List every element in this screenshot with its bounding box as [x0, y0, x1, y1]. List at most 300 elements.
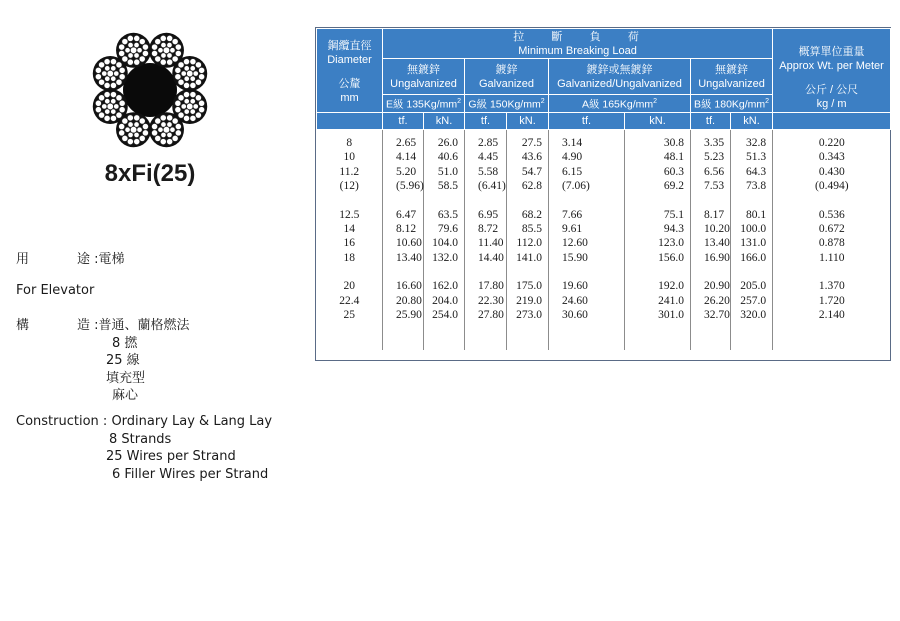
rope-wire-circle — [128, 132, 133, 137]
rope-wire-circle — [193, 71, 198, 76]
table-row — [317, 165, 891, 179]
rope-wire-circle — [151, 123, 157, 129]
table-body — [317, 130, 891, 351]
table-cell: 64.3 — [731, 165, 773, 179]
construction-en-line: Ordinary Lay & Lang Lay — [111, 414, 273, 429]
unit-kn: kN. — [625, 113, 691, 130]
rope-wire-circle — [184, 99, 189, 104]
rope-wire-circle — [142, 50, 148, 56]
table-cell: 20 — [343, 280, 355, 293]
grade-e: E級 $135Kg/mm^2$ — [383, 95, 465, 113]
rope-wire-circle — [172, 38, 178, 44]
unit-tf: tf. — [465, 113, 507, 130]
table-cell: 94.3 — [625, 222, 691, 236]
rope-wire-circle — [98, 62, 104, 68]
rope-wire-circle — [116, 79, 122, 85]
table-cell: 20.90 — [691, 279, 731, 293]
construction-cn: 構 造 :普通、蘭格燃法 8 撚 25 線 填充型 麻心 — [16, 318, 190, 403]
rope-wire-circle — [104, 82, 110, 88]
rope-wire-circle — [172, 135, 178, 141]
table-cell: 16.90 — [691, 251, 731, 265]
table-cell: 205.0 — [731, 279, 773, 293]
rope-wire-circle — [199, 67, 205, 73]
rope-wire-circle — [95, 67, 101, 73]
rope-wire-circle — [111, 109, 116, 114]
rope-wire-circle — [139, 135, 145, 141]
rope-wire-circle — [190, 82, 196, 88]
usage-cn-label: 用 — [16, 252, 30, 267]
rope-wire-circle — [175, 67, 181, 73]
rope-wire-circle — [195, 79, 201, 85]
table-cell: 63.5 — [424, 208, 465, 222]
construction-en-line: 8 Strands — [109, 431, 172, 447]
rope-wire-circle — [142, 130, 148, 136]
rope-wire-circle — [190, 66, 195, 71]
rope-wire-circle — [98, 112, 104, 118]
rope-wire-circle — [104, 91, 110, 97]
rope-wire-circle — [175, 123, 181, 129]
table-cell: 13.40 — [383, 251, 424, 265]
construction-cn-line: 麻心 — [112, 388, 139, 403]
rope-wire-circle — [167, 132, 172, 137]
table-cell: 30.8 — [625, 136, 691, 150]
table-cell: 6.15 — [549, 165, 625, 179]
rope-wire-circle — [190, 59, 196, 65]
unit-tf: tf. — [691, 113, 731, 130]
table-cell: 20.80 — [383, 294, 424, 308]
table-cell: 6.56 — [691, 165, 731, 179]
rope-wire-circle — [199, 74, 205, 80]
rope-wire-circle — [184, 76, 189, 81]
rope-wire-circle — [102, 104, 107, 109]
usage-cn-label-2: 途 : — [77, 252, 99, 267]
table-cell: 14 — [343, 223, 355, 236]
table-row — [317, 308, 891, 322]
rope-wire-circle — [175, 130, 181, 136]
table-cell: 5.58 — [465, 165, 507, 179]
rope-wire-circle — [119, 44, 125, 50]
group-header-a: 鍍鋅或無鍍鋅 Galvanized/Ungalvanized — [549, 59, 691, 95]
table-cell: 8.72 — [465, 222, 507, 236]
table-cell: 6.95 — [465, 208, 507, 222]
rope-wire-circle — [104, 59, 110, 65]
table-cell: 2.65 — [383, 136, 424, 150]
table-cell: 75.1 — [625, 208, 691, 222]
rope-wire-circle — [134, 115, 140, 121]
table-cell: 192.0 — [625, 279, 691, 293]
rope-wire-circle — [127, 139, 133, 145]
table-row — [317, 251, 891, 265]
table-cell: 10.20 — [691, 222, 731, 236]
rope-wire-circle — [119, 100, 125, 106]
table-cell: 30.60 — [549, 308, 625, 322]
rope-wire-circle — [98, 95, 104, 101]
rope-wire-circle — [110, 59, 116, 65]
rope-wire-circle — [116, 112, 122, 118]
table-cell: 16.60 — [383, 279, 424, 293]
table-cell: 8 — [346, 137, 353, 149]
rope-wire-circle — [114, 104, 119, 109]
rope-wire-circle — [195, 95, 201, 101]
table-cell: 0.430 — [773, 165, 891, 179]
table-cell: 26.20 — [691, 294, 731, 308]
rope-wire-circle — [137, 127, 142, 132]
rope-wire-circle — [161, 42, 166, 47]
table-row — [317, 208, 891, 222]
rope-wire-circle — [184, 66, 189, 71]
rope-wire-circle — [190, 99, 195, 104]
rope-wire-circle — [181, 104, 186, 109]
table-row — [317, 279, 891, 293]
table-cell: 27.80 — [465, 308, 507, 322]
rope-wire-circle — [127, 115, 133, 121]
usage-en: For Elevator — [16, 283, 95, 298]
rope-wire-circle — [122, 135, 128, 141]
table-cell: (12) — [339, 180, 359, 193]
rope-wire-circle — [111, 66, 116, 71]
rope-wire-circle — [181, 71, 186, 76]
rope-wire-circle — [119, 123, 125, 129]
grade-b: B級 $180Kg/mm^2$ — [691, 95, 773, 113]
rope-wire-circle — [128, 53, 133, 58]
table-cell: (7.06) — [549, 179, 625, 193]
table-cell: 0.536 — [773, 208, 891, 222]
table-cell: 85.5 — [507, 222, 549, 236]
rope-wire-circle — [119, 130, 125, 136]
table-cell: 25.90 — [383, 308, 424, 322]
breaking-load-table-container — [315, 27, 891, 361]
rope-wire-circle — [134, 139, 140, 145]
table-cell: 51.3 — [731, 150, 773, 164]
rope-wire-circle — [139, 38, 145, 44]
table-cell: 17.80 — [465, 279, 507, 293]
breaking-load-table — [316, 28, 891, 350]
wire-rope-cross-section-image — [88, 28, 212, 152]
rope-wire-circle — [167, 122, 172, 127]
rope-wire-circle — [184, 109, 189, 114]
rope-wire-circle — [116, 95, 122, 101]
rope-wire-circle — [119, 74, 125, 80]
table-cell: 123.0 — [625, 236, 691, 250]
rope-wire-circle — [183, 82, 189, 88]
table-cell: 4.14 — [383, 150, 424, 164]
rope-wire-circle — [199, 107, 205, 113]
table-cell: 43.6 — [507, 150, 549, 164]
rope-wire-circle — [119, 107, 125, 113]
table-cell: 68.2 — [507, 208, 549, 222]
table-cell: 13.40 — [691, 236, 731, 250]
table-cell: 24.60 — [549, 294, 625, 308]
construction-cn-line: 8 撚 — [112, 335, 138, 351]
table-cell: 132.0 — [424, 251, 465, 265]
rope-wire-circle — [155, 56, 161, 62]
rope-wire-circle — [128, 122, 133, 127]
rope-wire-circle — [160, 35, 166, 41]
rope-wire-circle — [155, 118, 161, 124]
construction-en-line: 25 Wires per Strand — [106, 449, 236, 464]
table-cell: 301.0 — [625, 308, 691, 322]
table-cell: 0.672 — [773, 222, 891, 236]
table-cell: 48.1 — [625, 150, 691, 164]
construction-cn-line: 25 線 — [106, 353, 140, 368]
rope-wire-circle — [190, 115, 196, 121]
table-cell: 79.6 — [424, 222, 465, 236]
table-cell: 9.61 — [549, 222, 625, 236]
rope-wire-circle — [105, 99, 110, 104]
table-cell: 2.85 — [465, 136, 507, 150]
table-cell: 166.0 — [731, 251, 773, 265]
rope-wire-circle — [95, 100, 101, 106]
table-cell: 241.0 — [625, 294, 691, 308]
rope-wire-circle — [111, 76, 116, 81]
rope-wire-circle — [134, 122, 139, 127]
table-cell: 100.0 — [731, 222, 773, 236]
table-cell: 19.60 — [549, 279, 625, 293]
rope-wire-circle — [183, 91, 189, 97]
rope-wire-circle — [142, 44, 148, 50]
table-cell: 12.5 — [339, 208, 360, 221]
table-cell: 62.8 — [507, 179, 549, 193]
rope-wire-circle — [95, 74, 101, 80]
table-cell: 69.2 — [625, 179, 691, 193]
rope-wire-circle — [190, 91, 196, 97]
unit-kn: kN. — [731, 113, 773, 130]
table-cell: 18 — [343, 251, 355, 264]
rope-wire-circle — [167, 59, 173, 65]
table-cell: 2.140 — [773, 308, 891, 322]
construction-en — [16, 413, 272, 483]
table-cell: 5.23 — [691, 150, 731, 164]
table-cell: 254.0 — [424, 308, 465, 322]
weight-header: 概算單位重量 Approx Wt. per Meter 公斤 / 公尺 kg / m — [773, 29, 891, 113]
rope-wire-circle — [95, 107, 101, 113]
table-cell: 156.0 — [625, 251, 691, 265]
table-cell: 7.53 — [691, 179, 731, 193]
rope-wire-circle — [134, 132, 139, 137]
rope-wire-circle — [167, 42, 172, 47]
rope-wire-circle — [175, 50, 181, 56]
rope-wire-circle — [175, 107, 181, 113]
rope-wire-circle — [175, 74, 181, 80]
table-cell: 141.0 — [507, 251, 549, 265]
rope-wire-circle — [193, 104, 198, 109]
rope-wire-circle — [158, 127, 163, 132]
table-cell: 112.0 — [507, 236, 549, 250]
rope-wire-circle — [119, 67, 125, 73]
table-cell: 8.17 — [691, 208, 731, 222]
rope-wire-circle — [110, 115, 116, 121]
rope-wire-circle — [122, 118, 128, 124]
table-cell: 175.0 — [507, 279, 549, 293]
rope-wire-circle — [160, 59, 166, 65]
rope-wire-circle — [155, 38, 161, 44]
product-model-title: 8xFi(25) — [104, 160, 196, 187]
rope-wire-circle — [134, 35, 140, 41]
table-cell: 3.35 — [691, 136, 731, 150]
table-row — [317, 222, 891, 236]
spacer-row — [317, 322, 891, 350]
rope-wire-circle — [111, 99, 116, 104]
rope-wire-circle — [195, 112, 201, 118]
rope-wire-circle — [137, 48, 142, 53]
group-header-g: 鍍鋅 Galvanized — [465, 59, 549, 95]
table-cell: 3.14 — [549, 136, 625, 150]
usage-cn — [16, 251, 125, 269]
rope-wire-circle — [151, 50, 157, 56]
table-cell: 14.40 — [465, 251, 507, 265]
table-cell: 1.720 — [773, 294, 891, 308]
group-header-e: 無鍍鋅 Ungalvanized — [383, 59, 465, 95]
rope-wire-circle — [105, 66, 110, 71]
rope-wire-circle — [172, 118, 178, 124]
table-cell: 10 — [343, 151, 355, 164]
table-cell: 162.0 — [424, 279, 465, 293]
group-header-b: 無鍍鋅 Ungalvanized — [691, 59, 773, 95]
rope-wire-circle — [160, 139, 166, 145]
rope-wire-circle — [161, 122, 166, 127]
rope-wire-circle — [125, 127, 130, 132]
rope-wire-circle — [158, 48, 163, 53]
table-cell: 58.5 — [424, 179, 465, 193]
table-cell: 25 — [343, 309, 355, 322]
rope-wire-circle — [190, 76, 195, 81]
rope-wire-circle — [160, 115, 166, 121]
table-cell: 0.878 — [773, 236, 891, 250]
table-cell: 0.343 — [773, 150, 891, 164]
rope-wire-circle — [119, 50, 125, 56]
rope-wire-circle — [190, 109, 195, 114]
table-cell: 22.4 — [339, 294, 360, 307]
rope-wire-circle — [167, 53, 172, 58]
table-cell: 11.2 — [339, 165, 360, 178]
rope-wire-circle — [116, 62, 122, 68]
table-cell: 6.47 — [383, 208, 424, 222]
table-cell: 80.1 — [731, 208, 773, 222]
rope-wire-circle — [127, 59, 133, 65]
table-cell: 131.0 — [731, 236, 773, 250]
table-row — [317, 294, 891, 308]
rope-wire-circle — [175, 44, 181, 50]
unit-tf: tf. — [549, 113, 625, 130]
table-cell: 26.0 — [424, 136, 465, 150]
construction-en-label: Construction : — [16, 414, 108, 429]
grade-g: G級 $150Kg/mm^2$ — [465, 95, 549, 113]
table-cell: (0.494) — [773, 179, 891, 193]
rope-wire-circle — [167, 139, 173, 145]
table-cell: 12.60 — [549, 236, 625, 250]
table-cell: 32.70 — [691, 308, 731, 322]
construction-en-line: 6 Filler Wires per Strand — [112, 466, 269, 482]
rope-wire-circle — [98, 79, 104, 85]
rope-wire-circle — [161, 132, 166, 137]
rope-wire-circle — [167, 115, 173, 121]
rope-wire-circle — [134, 42, 139, 47]
rope-wire-circle — [161, 53, 166, 58]
table-row — [317, 236, 891, 250]
rope-wire-circle — [128, 42, 133, 47]
table-cell: 11.40 — [465, 236, 507, 250]
rope-wire-circle — [122, 56, 128, 62]
table-cell: 8.12 — [383, 222, 424, 236]
table-cell: 104.0 — [424, 236, 465, 250]
table-cell: 32.8 — [731, 136, 773, 150]
rope-wire-circle — [178, 62, 184, 68]
table-cell: 51.0 — [424, 165, 465, 179]
rope-wire-circle — [105, 109, 110, 114]
rope-wire-circle — [151, 44, 157, 50]
rope-wire-circle — [195, 62, 201, 68]
spacer-row — [317, 265, 891, 279]
construction-cn-line: 填充型 — [106, 370, 146, 386]
rope-wire-circle — [183, 115, 189, 121]
rope-wire-circle — [127, 35, 133, 41]
unit-blank — [773, 113, 891, 130]
rope-wire-circle — [110, 82, 116, 88]
rope-wire-circle — [183, 59, 189, 65]
table-cell: 204.0 — [424, 294, 465, 308]
table-row — [317, 179, 891, 193]
product-info-panel — [0, 0, 310, 621]
table-cell: 4.90 — [549, 150, 625, 164]
table-cell: 27.5 — [507, 136, 549, 150]
spacer-row — [317, 194, 891, 208]
unit-tf: tf. — [383, 113, 424, 130]
rope-wire-circle — [170, 127, 175, 132]
rope-wire-circle — [142, 123, 148, 129]
grade-a: A級 $165Kg/mm^2$ — [549, 95, 691, 113]
table-cell: (5.96) — [383, 179, 424, 193]
rope-wire-circle — [125, 48, 130, 53]
unit-kn: kN. — [424, 113, 465, 130]
rope-wire-circle — [175, 100, 181, 106]
table-cell: 22.30 — [465, 294, 507, 308]
rope-wire-circle — [102, 71, 107, 76]
rope-wire-circle — [178, 95, 184, 101]
table-cell: 0.220 — [773, 136, 891, 150]
rope-wire-circle — [134, 59, 140, 65]
table-cell: 5.20 — [383, 165, 424, 179]
rope-wire-circle — [122, 38, 128, 44]
rope-wire-circle — [172, 56, 178, 62]
table-cell: 73.8 — [731, 179, 773, 193]
rope-wire-circle — [151, 130, 157, 136]
table-cell: 273.0 — [507, 308, 549, 322]
table-cell: 10.60 — [383, 236, 424, 250]
rope-wire-circle — [134, 53, 139, 58]
table-row — [317, 150, 891, 164]
table-cell: 1.110 — [773, 251, 891, 265]
table-cell: 16 — [343, 237, 355, 250]
table-cell: 4.45 — [465, 150, 507, 164]
rope-wire-circle — [155, 135, 161, 141]
rope-wire-circle — [178, 79, 184, 85]
table-cell: 60.3 — [625, 165, 691, 179]
table-cell: 219.0 — [507, 294, 549, 308]
rope-wire-circle — [139, 56, 145, 62]
construction-cn-line: 普通、蘭格燃法 — [98, 318, 190, 333]
rope-wire-circle — [199, 100, 205, 106]
table-row — [317, 136, 891, 150]
rope-wire-circle — [110, 91, 116, 97]
rope-wire-circle — [170, 48, 175, 53]
usage-cn-value: 電梯 — [98, 252, 125, 267]
table-cell: 320.0 — [731, 308, 773, 322]
rope-wire-circle — [105, 76, 110, 81]
rope-wire-circle — [167, 35, 173, 41]
table-cell: (6.41) — [465, 179, 507, 193]
unit-kn: kN. — [507, 113, 549, 130]
rope-core — [123, 63, 177, 117]
